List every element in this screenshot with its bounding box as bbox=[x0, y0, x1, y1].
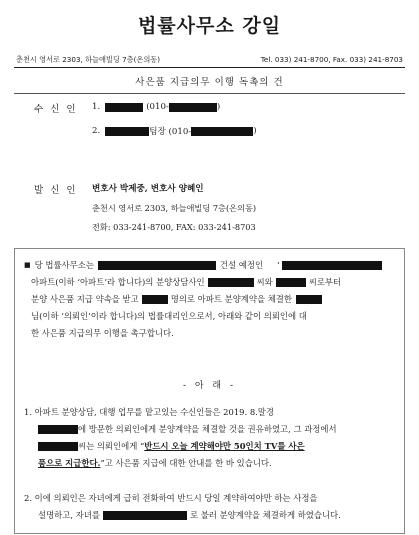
subject-title: 사은품 지급의무 이행 독촉의 건 bbox=[135, 77, 284, 88]
item-2-text: 2. 이에 의뢰인은 자녀에게 급히 전화하여 반드시 당일 계약하여야만 하는 사정을 bbox=[24, 493, 318, 503]
item-2-paragraph bbox=[24, 490, 341, 524]
intro-paragraph bbox=[24, 257, 382, 342]
firm-contact-row bbox=[16, 55, 403, 65]
redacted-block bbox=[105, 127, 149, 136]
intro-text: ‘ bbox=[277, 260, 280, 270]
redacted-block bbox=[276, 278, 306, 287]
item-2-text: 설명하고, 자녀를 bbox=[38, 510, 100, 520]
redacted-block bbox=[38, 442, 78, 451]
item-1-text: 씨는 의뢰인에게 “ bbox=[78, 441, 145, 451]
item-1-line-4 bbox=[24, 455, 337, 472]
redacted-block bbox=[142, 295, 168, 304]
redacted-block bbox=[282, 261, 382, 270]
intro-text: 씨로부터 bbox=[308, 277, 342, 287]
intro-text: 건설 예정인 bbox=[219, 260, 264, 270]
redacted-block bbox=[191, 127, 253, 136]
intro-line-1 bbox=[24, 257, 382, 274]
item-1-text: ”고 사은품 지급에 대한 안내를 한 바 있습니다. bbox=[100, 458, 272, 468]
recipient-1-phone-suffix: ) bbox=[216, 102, 221, 112]
recipient-1 bbox=[92, 102, 220, 112]
redacted-block bbox=[296, 295, 322, 304]
item-1-line-3 bbox=[24, 438, 337, 455]
redacted-block bbox=[98, 261, 216, 270]
sender-names: 변호사 박제중, 변호사 양혜인 bbox=[92, 184, 204, 194]
sender-phone: 전화: 033-241-8700, FAX: 033-241-8703 bbox=[92, 222, 256, 232]
intro-line-3 bbox=[24, 291, 382, 308]
recipient-1-number: 1. bbox=[92, 102, 101, 112]
item-1-emphasis: 반드시 오늘 계약해야만 50인치 TV를 사은 bbox=[144, 441, 305, 451]
firm-name: 법률사무소 강일 bbox=[137, 15, 282, 37]
item-2-text: 로 불러 분양계약을 체결하게 하였습니다. bbox=[189, 510, 341, 520]
subject-divider bbox=[14, 93, 405, 94]
item-1-text: 에 방문한 의뢰인에게 분양계약을 체결할 것을 권유하였고, 그 과정에서 bbox=[78, 424, 337, 434]
intro-line-2 bbox=[24, 274, 382, 291]
intro-text: 당 법률사무소는 bbox=[34, 260, 94, 270]
recipient-2-phone-suffix: ) bbox=[253, 126, 257, 136]
intro-line-4 bbox=[24, 308, 382, 325]
intro-text: 한 사은품 지급의무 이행을 촉구합니다. bbox=[31, 328, 174, 338]
square-bullet-icon: ■ bbox=[24, 261, 31, 269]
redacted-block bbox=[208, 278, 254, 287]
redacted-block bbox=[103, 511, 187, 520]
item-1-paragraph bbox=[24, 404, 337, 472]
sender-label: 발 신 인 bbox=[34, 185, 78, 196]
item-1-line-1 bbox=[24, 404, 337, 421]
intro-line-5 bbox=[24, 325, 382, 342]
redacted-block bbox=[38, 425, 78, 434]
intro-text: 분양 사은품 지급 약속을 받고 bbox=[31, 294, 139, 304]
header-divider bbox=[14, 67, 405, 68]
recipient-2-title-phone: 팀장 (010- bbox=[149, 127, 192, 137]
firm-phone-fax: Tel. 033) 241-8700, Fax. 033) 241-8703 bbox=[260, 55, 403, 64]
recipient-label: 수 신 인 bbox=[34, 104, 78, 115]
firm-address: 춘천시 영서로 2303, 하늘애빌딩 7층(온의동) bbox=[16, 55, 161, 64]
item-1-text: 1. 아파트 분양상담, 대행 업무를 맡고있는 수신인들은 2019. 8.말경 bbox=[24, 407, 274, 417]
recipient-1-phone-prefix: (010- bbox=[146, 102, 169, 112]
sender-address: 춘천시 영서로 2303, 하늘애빌딩 7층(온의동) bbox=[92, 203, 257, 213]
recipient-2 bbox=[92, 125, 257, 137]
redacted-block bbox=[169, 103, 217, 112]
item-2-line-1 bbox=[24, 490, 341, 507]
intro-text: 씨와 bbox=[256, 277, 273, 287]
intro-text: 명의로 아파트 분양계약을 체결한 bbox=[170, 294, 292, 304]
section-title: - 아 래 - bbox=[182, 381, 237, 391]
redacted-block bbox=[105, 103, 143, 112]
item-1-emphasis: 품으로 지급한다. bbox=[38, 458, 101, 468]
item-1-line-2 bbox=[24, 421, 337, 438]
recipient-2-number: 2. bbox=[92, 126, 101, 136]
intro-text: 님(이하 ‘의뢰인’이라 합니다)의 법률대리인으로서, 아래와 같이 의뢰인에 대 bbox=[31, 311, 307, 321]
intro-text: 아파트(이하 ‘아파트’라 합니다)의 분양상담사인 bbox=[31, 277, 205, 287]
item-2-line-2 bbox=[24, 507, 341, 524]
